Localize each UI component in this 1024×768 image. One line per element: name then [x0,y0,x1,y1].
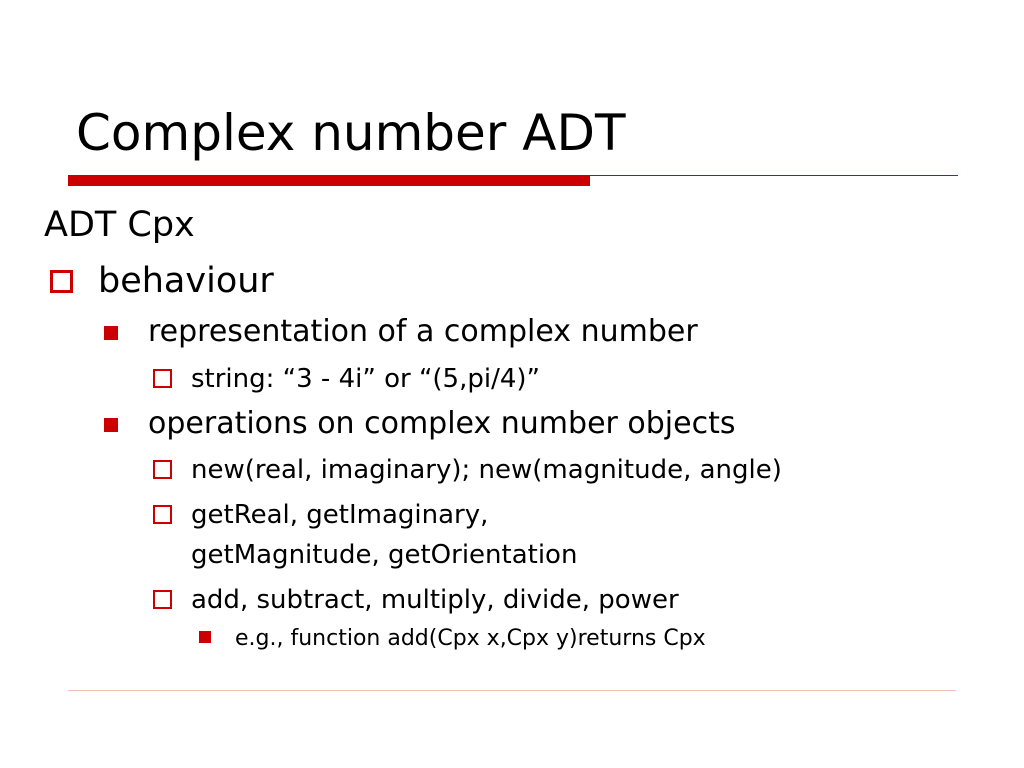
filled-square-bullet-icon [104,326,118,340]
hollow-square-bullet-icon [153,505,172,524]
filled-square-bullet-icon [104,418,118,432]
hollow-square-bullet-icon [50,270,73,293]
filled-square-bullet-icon [199,631,211,643]
footer-divider [68,690,956,691]
hollow-square-bullet-icon [153,369,172,388]
bullet-level3-getters: getReal, getImaginary, [191,500,489,530]
bullet-level2-operations: operations on complex number objects [148,406,736,441]
adt-heading: ADT Cpx [44,205,195,245]
bullet-level3-string: string: “3 - 4i” or “(5,pi/4)” [191,364,541,394]
hollow-square-bullet-icon [153,460,172,479]
bullet-level3-arithmetic: add, subtract, multiply, divide, power [191,585,679,615]
hollow-square-bullet-icon [153,590,172,609]
bullet-level3-getters-continued: getMagnitude, getOrientation [191,540,578,570]
bullet-level4-example: e.g., function add(Cpx x,Cpx y)returns Cpx [235,626,706,651]
slide-title: Complex number ADT [76,104,626,162]
title-underline-thin [590,175,958,176]
bullet-level3-constructors: new(real, imaginary); new(magnitude, angle) [191,455,782,485]
bullet-level2-representation: representation of a complex number [148,314,698,349]
title-underline-thick [68,175,590,186]
bullet-level1-behaviour: behaviour [98,261,274,301]
